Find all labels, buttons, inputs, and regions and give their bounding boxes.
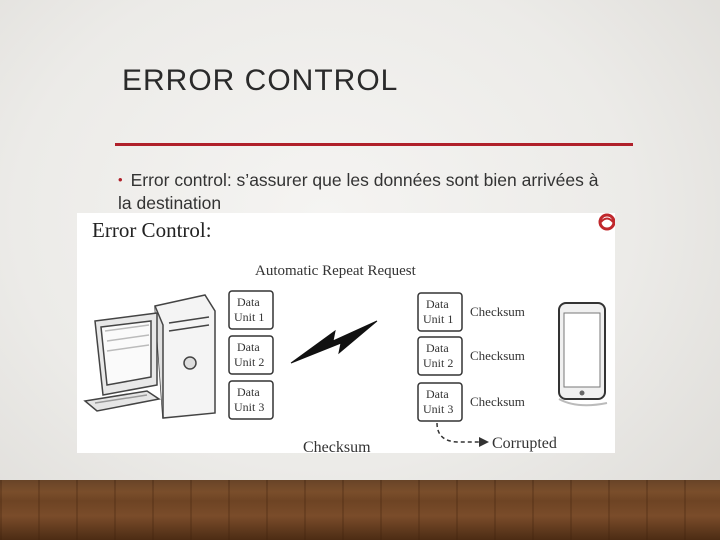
bullet-dot-icon: •: [118, 172, 123, 187]
title-divider: [115, 143, 633, 146]
logo-icon: [600, 215, 614, 229]
corrupted-arrow: [437, 423, 479, 442]
checksum-label: Checksum: [470, 348, 525, 363]
corrupted-label: Corrupted: [492, 435, 557, 452]
checksum-label: Checksum: [470, 394, 525, 409]
diagram-heading: Error Control:: [92, 218, 212, 242]
computer-icon: [85, 295, 215, 418]
svg-text:Data: Data: [237, 295, 260, 309]
phone-icon: [559, 303, 607, 405]
svg-text:Unit 1: Unit 1: [234, 310, 265, 324]
svg-text:Unit 2: Unit 2: [423, 356, 454, 370]
receiver-unit-3: [418, 383, 525, 421]
diagram-subheading: Automatic Repeat Request: [255, 263, 416, 279]
svg-text:Unit 1: Unit 1: [423, 312, 454, 326]
floor-shadow: [0, 480, 720, 492]
transmission-bolt-icon: [291, 321, 377, 363]
sender-unit-2: [229, 336, 273, 374]
checksum-label: Checksum: [470, 304, 525, 319]
arq-diagram: [77, 213, 615, 453]
svg-text:Data: Data: [237, 385, 260, 399]
svg-text:Unit 2: Unit 2: [234, 355, 265, 369]
sender-unit-1: [229, 291, 273, 329]
arrow-head-icon: [479, 437, 489, 447]
svg-text:Data: Data: [426, 387, 449, 401]
slide-title: ERROR CONTROL: [122, 64, 399, 97]
svg-text:Unit 3: Unit 3: [423, 402, 454, 416]
bullet-text: Error control: s’assurer que les données sont bien arrivées à la destination: [118, 170, 599, 213]
bullet-item: [118, 168, 608, 215]
svg-text:Data: Data: [237, 340, 260, 354]
receiver-unit-1: [418, 293, 525, 331]
bottom-checksum-label: Checksum: [303, 439, 371, 453]
svg-text:Unit 3: Unit 3: [234, 400, 265, 414]
sender-unit-3: [229, 381, 273, 419]
svg-text:Data: Data: [426, 341, 449, 355]
receiver-unit-2: [418, 337, 525, 375]
diagram-image: [77, 213, 615, 453]
svg-text:Data: Data: [426, 297, 449, 311]
